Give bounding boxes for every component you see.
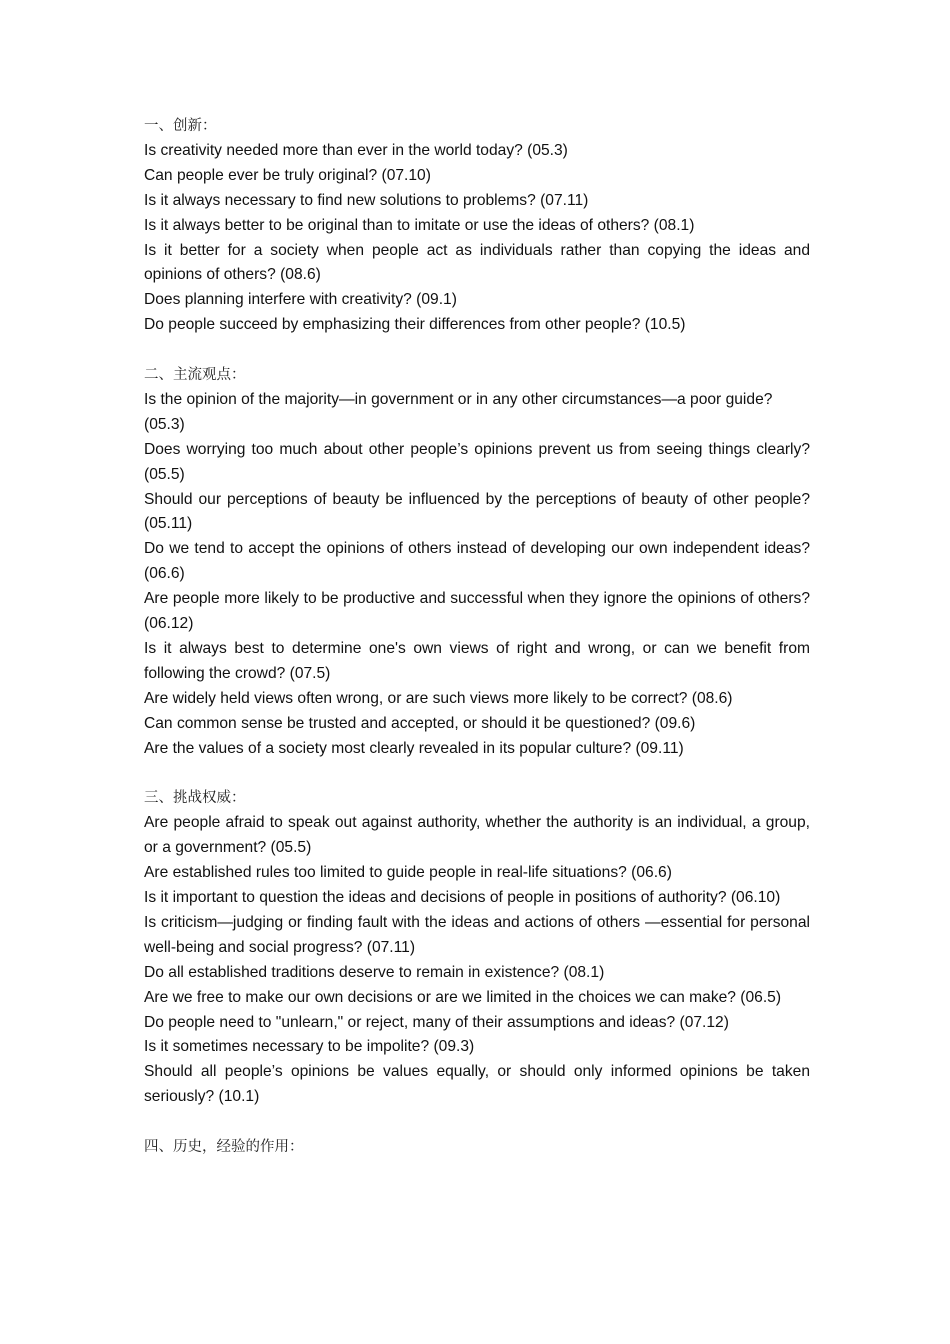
question-item: Should our perceptions of beauty be influenced by the perceptions of beauty of other people? (05.11) xyxy=(144,490,810,533)
question-item: Is criticism—judging or finding fault with the ideas and actions of others —essential for personal well-being and social progress? (07.11) xyxy=(144,913,810,956)
question-item: Are people afraid to speak out against authority, whether the authority is an individual, a group, or a government? (05.5) xyxy=(144,814,810,857)
question-item: Do people succeed by emphasizing their differences from other people? (10.5) xyxy=(144,316,686,334)
question-item: Can common sense be trusted and accepted, or should it be questioned? (09.6) xyxy=(144,714,696,732)
question-item: Are people more likely to be productive and successful when they ignore the opinions of others? (06.12) xyxy=(144,590,810,633)
question-item: Are the values of a society most clearly revealed in its popular culture? (09.11) xyxy=(144,739,684,757)
section-heading: 二、主流观点： xyxy=(144,367,246,384)
question-item: Is it always necessary to find new solutions to problems? (07.11) xyxy=(144,191,589,209)
document-page xyxy=(144,114,810,1185)
section-innovation xyxy=(144,114,810,338)
question-item: Should all people’s opinions be values equally, or should only informed opinions be taken seriously? (10.1) xyxy=(144,1063,810,1106)
section-mainstream-opinion xyxy=(144,363,810,761)
section-challenge-authority xyxy=(144,786,810,1110)
question-item: Is it always better to be original than to imitate or use the ideas of others? (08.1) xyxy=(144,216,695,234)
section-heading: 四、历史，经验的作用： xyxy=(144,1139,304,1156)
question-item: Is it sometimes necessary to be impolite? (09.3) xyxy=(144,1038,475,1056)
question-item: Can people ever be truly original? (07.10) xyxy=(144,166,431,184)
question-item: Are established rules too limited to guide people in real-life situations? (06.6) xyxy=(144,864,672,882)
question-item: Is the opinion of the majority—in government or in any other circumstances—a poor guide? (05.3) xyxy=(144,390,773,433)
question-item: Is it important to question the ideas and decisions of people in positions of authority? (06.10) xyxy=(144,889,781,907)
question-item: Do we tend to accept the opinions of others instead of developing our own independent ideas? (06.6) xyxy=(144,540,810,583)
question-item: Does planning interfere with creativity? (09.1) xyxy=(144,291,457,309)
question-item: Is creativity needed more than ever in the world today? (05.3) xyxy=(144,141,568,159)
question-item: Is it always best to determine one's own views of right and wrong, or can we benefit from following the crowd? (07.5) xyxy=(144,639,810,682)
section-history-experience xyxy=(144,1135,810,1160)
question-item: Are widely held views often wrong, or are such views more likely to be correct? (08.6) xyxy=(144,689,733,707)
question-item: Does worrying too much about other people’s opinions prevent us from seeing things clearly? (05.5) xyxy=(144,440,810,483)
question-item: Do all established traditions deserve to remain in existence? (08.1) xyxy=(144,963,605,981)
question-item: Are we free to make our own decisions or are we limited in the choices we can make? (06.5) xyxy=(144,988,782,1006)
question-item: Do people need to "unlearn," or reject, many of their assumptions and ideas? (07.12) xyxy=(144,1013,729,1031)
question-item: Is it better for a society when people act as individuals rather than copying the ideas and opinions of others? (08.6) xyxy=(144,241,810,284)
section-heading: 三、挑战权威： xyxy=(144,790,246,807)
section-heading: 一、创新： xyxy=(144,118,217,134)
